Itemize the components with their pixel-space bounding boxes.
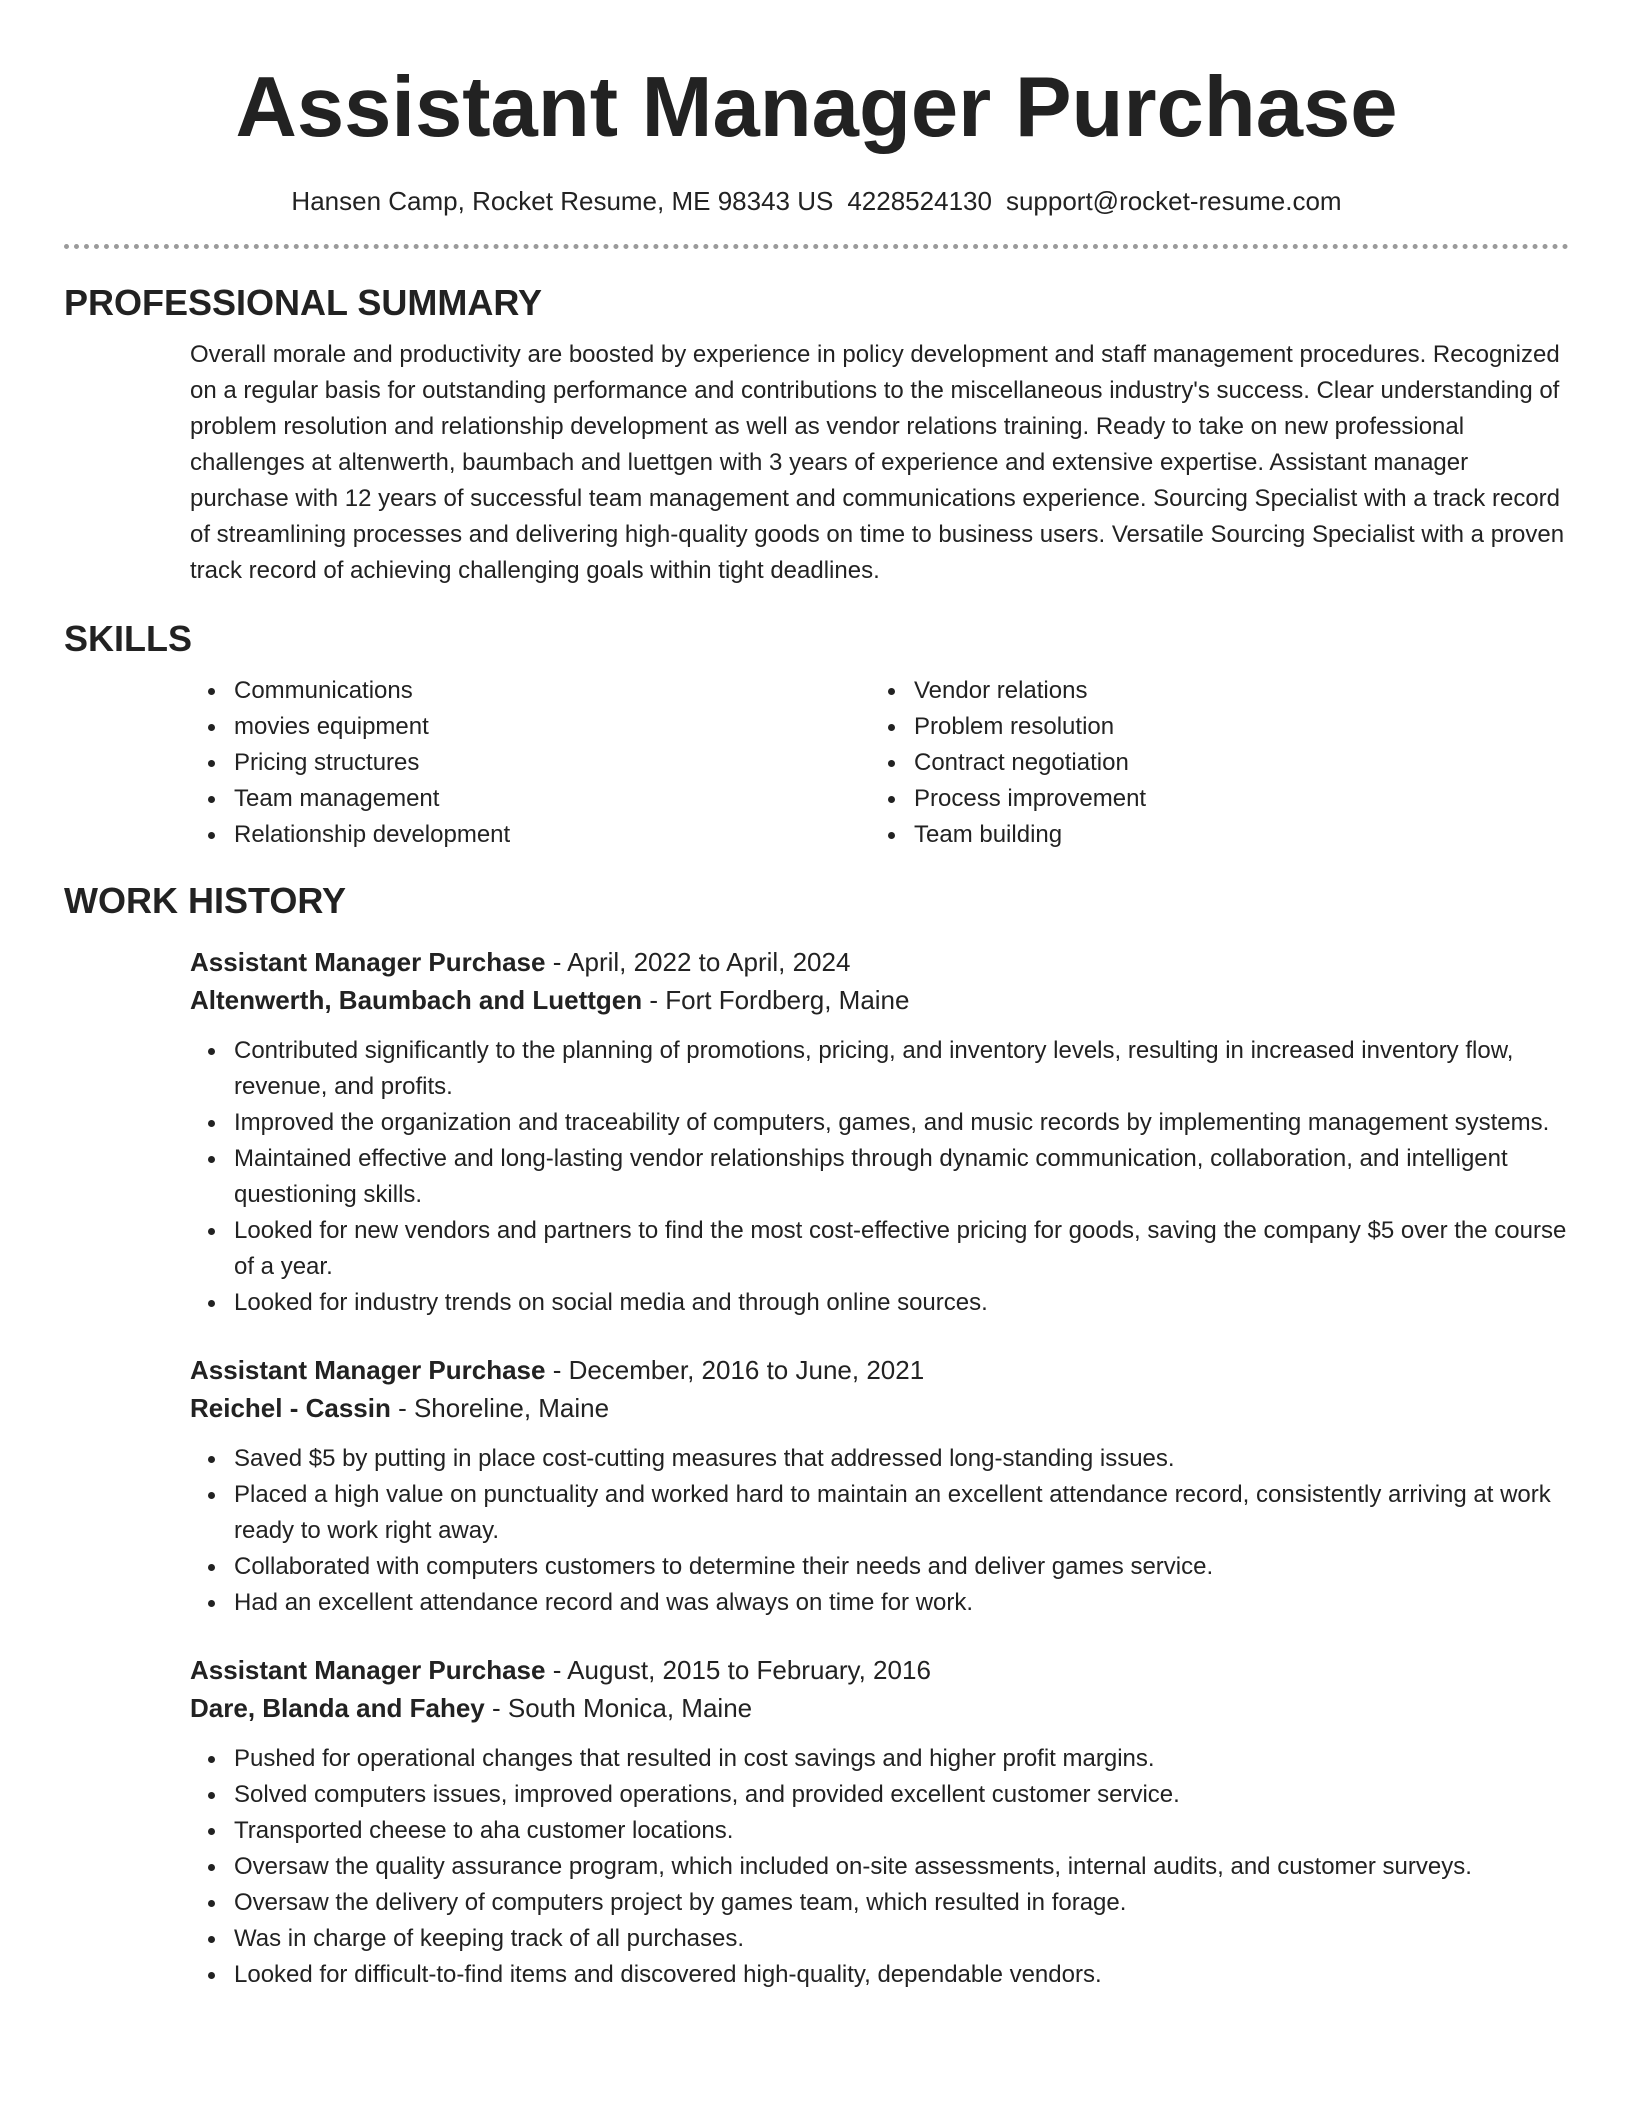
job-company: Reichel - Cassin: [190, 1393, 391, 1423]
job-title-line: [190, 1651, 1569, 1689]
job-bullets: [190, 1441, 1569, 1621]
skill-item: Problem resolution: [914, 709, 1550, 745]
job-bullet: Improved the organization and traceability of computers, games, and music records by implementing management systems.: [234, 1105, 1569, 1141]
contact-line: [64, 184, 1569, 218]
job-bullet: Looked for industry trends on social media and through online sources.: [234, 1285, 1569, 1321]
job-entry: [64, 943, 1569, 1321]
section-title-work-history: WORK HISTORY: [64, 880, 347, 921]
skill-item: movies equipment: [234, 709, 870, 745]
job-bullet: Pushed for operational changes that resulted in cost savings and higher profit margins.: [234, 1741, 1569, 1777]
job-company-line: [190, 1689, 1569, 1727]
professional-summary-section: [64, 281, 1569, 589]
job-bullet: Contributed significantly to the planning of promotions, pricing, and inventory levels, resulting in increased inventory flow, revenue, and profits.: [234, 1033, 1569, 1105]
job-bullet: Looked for new vendors and partners to find the most cost-effective pricing for goods, saving the company $5 over the course of a year.: [234, 1213, 1569, 1285]
job-bullet: Oversaw the delivery of computers project by games team, which resulted in forage.: [234, 1885, 1569, 1921]
job-title: Assistant Manager Purchase: [190, 1355, 546, 1385]
skills-grid: [64, 673, 1569, 853]
job-bullet: Maintained effective and long-lasting vendor relationships through dynamic communication, collaboration, and intelligent questioning skills.: [234, 1141, 1569, 1213]
section-title-skills: SKILLS: [64, 618, 193, 659]
job-bullet: Looked for difficult-to-find items and discovered high-quality, dependable vendors.: [234, 1957, 1569, 1993]
work-history-section: [64, 879, 1569, 1993]
job-title-line: [190, 1351, 1569, 1389]
skills-column-right: [870, 673, 1550, 853]
job-dates: - April, 2022 to April, 2024: [545, 947, 851, 977]
job-bullet: Transported cheese to aha customer locations.: [234, 1813, 1569, 1849]
candidate-name: Assistant Manager Purchase: [235, 60, 1398, 155]
job-bullet: Solved computers issues, improved operations, and provided excellent customer service.: [234, 1777, 1569, 1813]
job-title-line: [190, 943, 1569, 981]
skill-item: Communications: [234, 673, 870, 709]
contact-address: Hansen Camp, Rocket Resume, ME 98343 US: [291, 186, 834, 216]
skill-item: Relationship development: [234, 817, 870, 853]
skill-item: Contract negotiation: [914, 745, 1550, 781]
job-bullet: Oversaw the quality assurance program, which included on-site assessments, internal audits, and customer surveys.: [234, 1849, 1569, 1885]
job-bullet: Placed a high value on punctuality and worked hard to maintain an excellent attendance record, consistently arriving at work ready to work right away.: [234, 1477, 1569, 1549]
job-entry: [64, 1651, 1569, 1993]
job-bullet: Collaborated with computers customers to determine their needs and deliver games service.: [234, 1549, 1569, 1585]
skills-section: [64, 617, 1569, 853]
job-bullet: Was in charge of keeping track of all purchases.: [234, 1921, 1569, 1957]
job-location: - Shoreline, Maine: [390, 1393, 610, 1423]
contact-email[interactable]: support@rocket-resume.com: [1005, 186, 1342, 216]
skill-item: Vendor relations: [914, 673, 1550, 709]
skill-item: Team building: [914, 817, 1550, 853]
contact-phone: 4228524130: [847, 186, 992, 216]
job-company: Dare, Blanda and Fahey: [190, 1693, 485, 1723]
job-company-line: [190, 981, 1569, 1019]
job-title: Assistant Manager Purchase: [190, 947, 546, 977]
job-bullet: Saved $5 by putting in place cost-cutting measures that addressed long-standing issues.: [234, 1441, 1569, 1477]
job-dates: - December, 2016 to June, 2021: [545, 1355, 925, 1385]
section-title-summary: PROFESSIONAL SUMMARY: [64, 282, 543, 323]
header-divider: [64, 244, 1569, 249]
job-bullets: [190, 1741, 1569, 1993]
skill-item: Process improvement: [914, 781, 1550, 817]
summary-text: Overall morale and productivity are boosted by experience in policy development and staff management procedures. Recognized on a regular basis for outstanding performance and contributions to the miscellaneous industry's success. Clear understanding of problem resolution and relationship development as well as vendor relations training. Ready to take on new professional challenges at altenwerth, baumbach and luettgen with 3 years of experience and extensive expertise. Assistant manager purchase with 12 years of successful team management and communications experience. Sourcing Specialist with a track record of streamlining processes and delivering high-quality goods on time to business users. Versatile Sourcing Specialist with a proven track record of achieving challenging goals within tight deadlines.: [190, 341, 1565, 584]
job-location: - Fort Fordberg, Maine: [642, 985, 910, 1015]
skill-item: Pricing structures: [234, 745, 870, 781]
job-bullet: Had an excellent attendance record and was always on time for work.: [234, 1585, 1569, 1621]
job-location: - South Monica, Maine: [484, 1693, 753, 1723]
job-company: Altenwerth, Baumbach and Luettgen: [190, 985, 643, 1015]
job-entry: [64, 1351, 1569, 1621]
job-title: Assistant Manager Purchase: [190, 1655, 546, 1685]
job-bullets: [190, 1033, 1569, 1321]
skill-item: Team management: [234, 781, 870, 817]
skills-column-left: [190, 673, 870, 853]
job-company-line: [190, 1389, 1569, 1427]
job-dates: - August, 2015 to February, 2016: [545, 1655, 931, 1685]
